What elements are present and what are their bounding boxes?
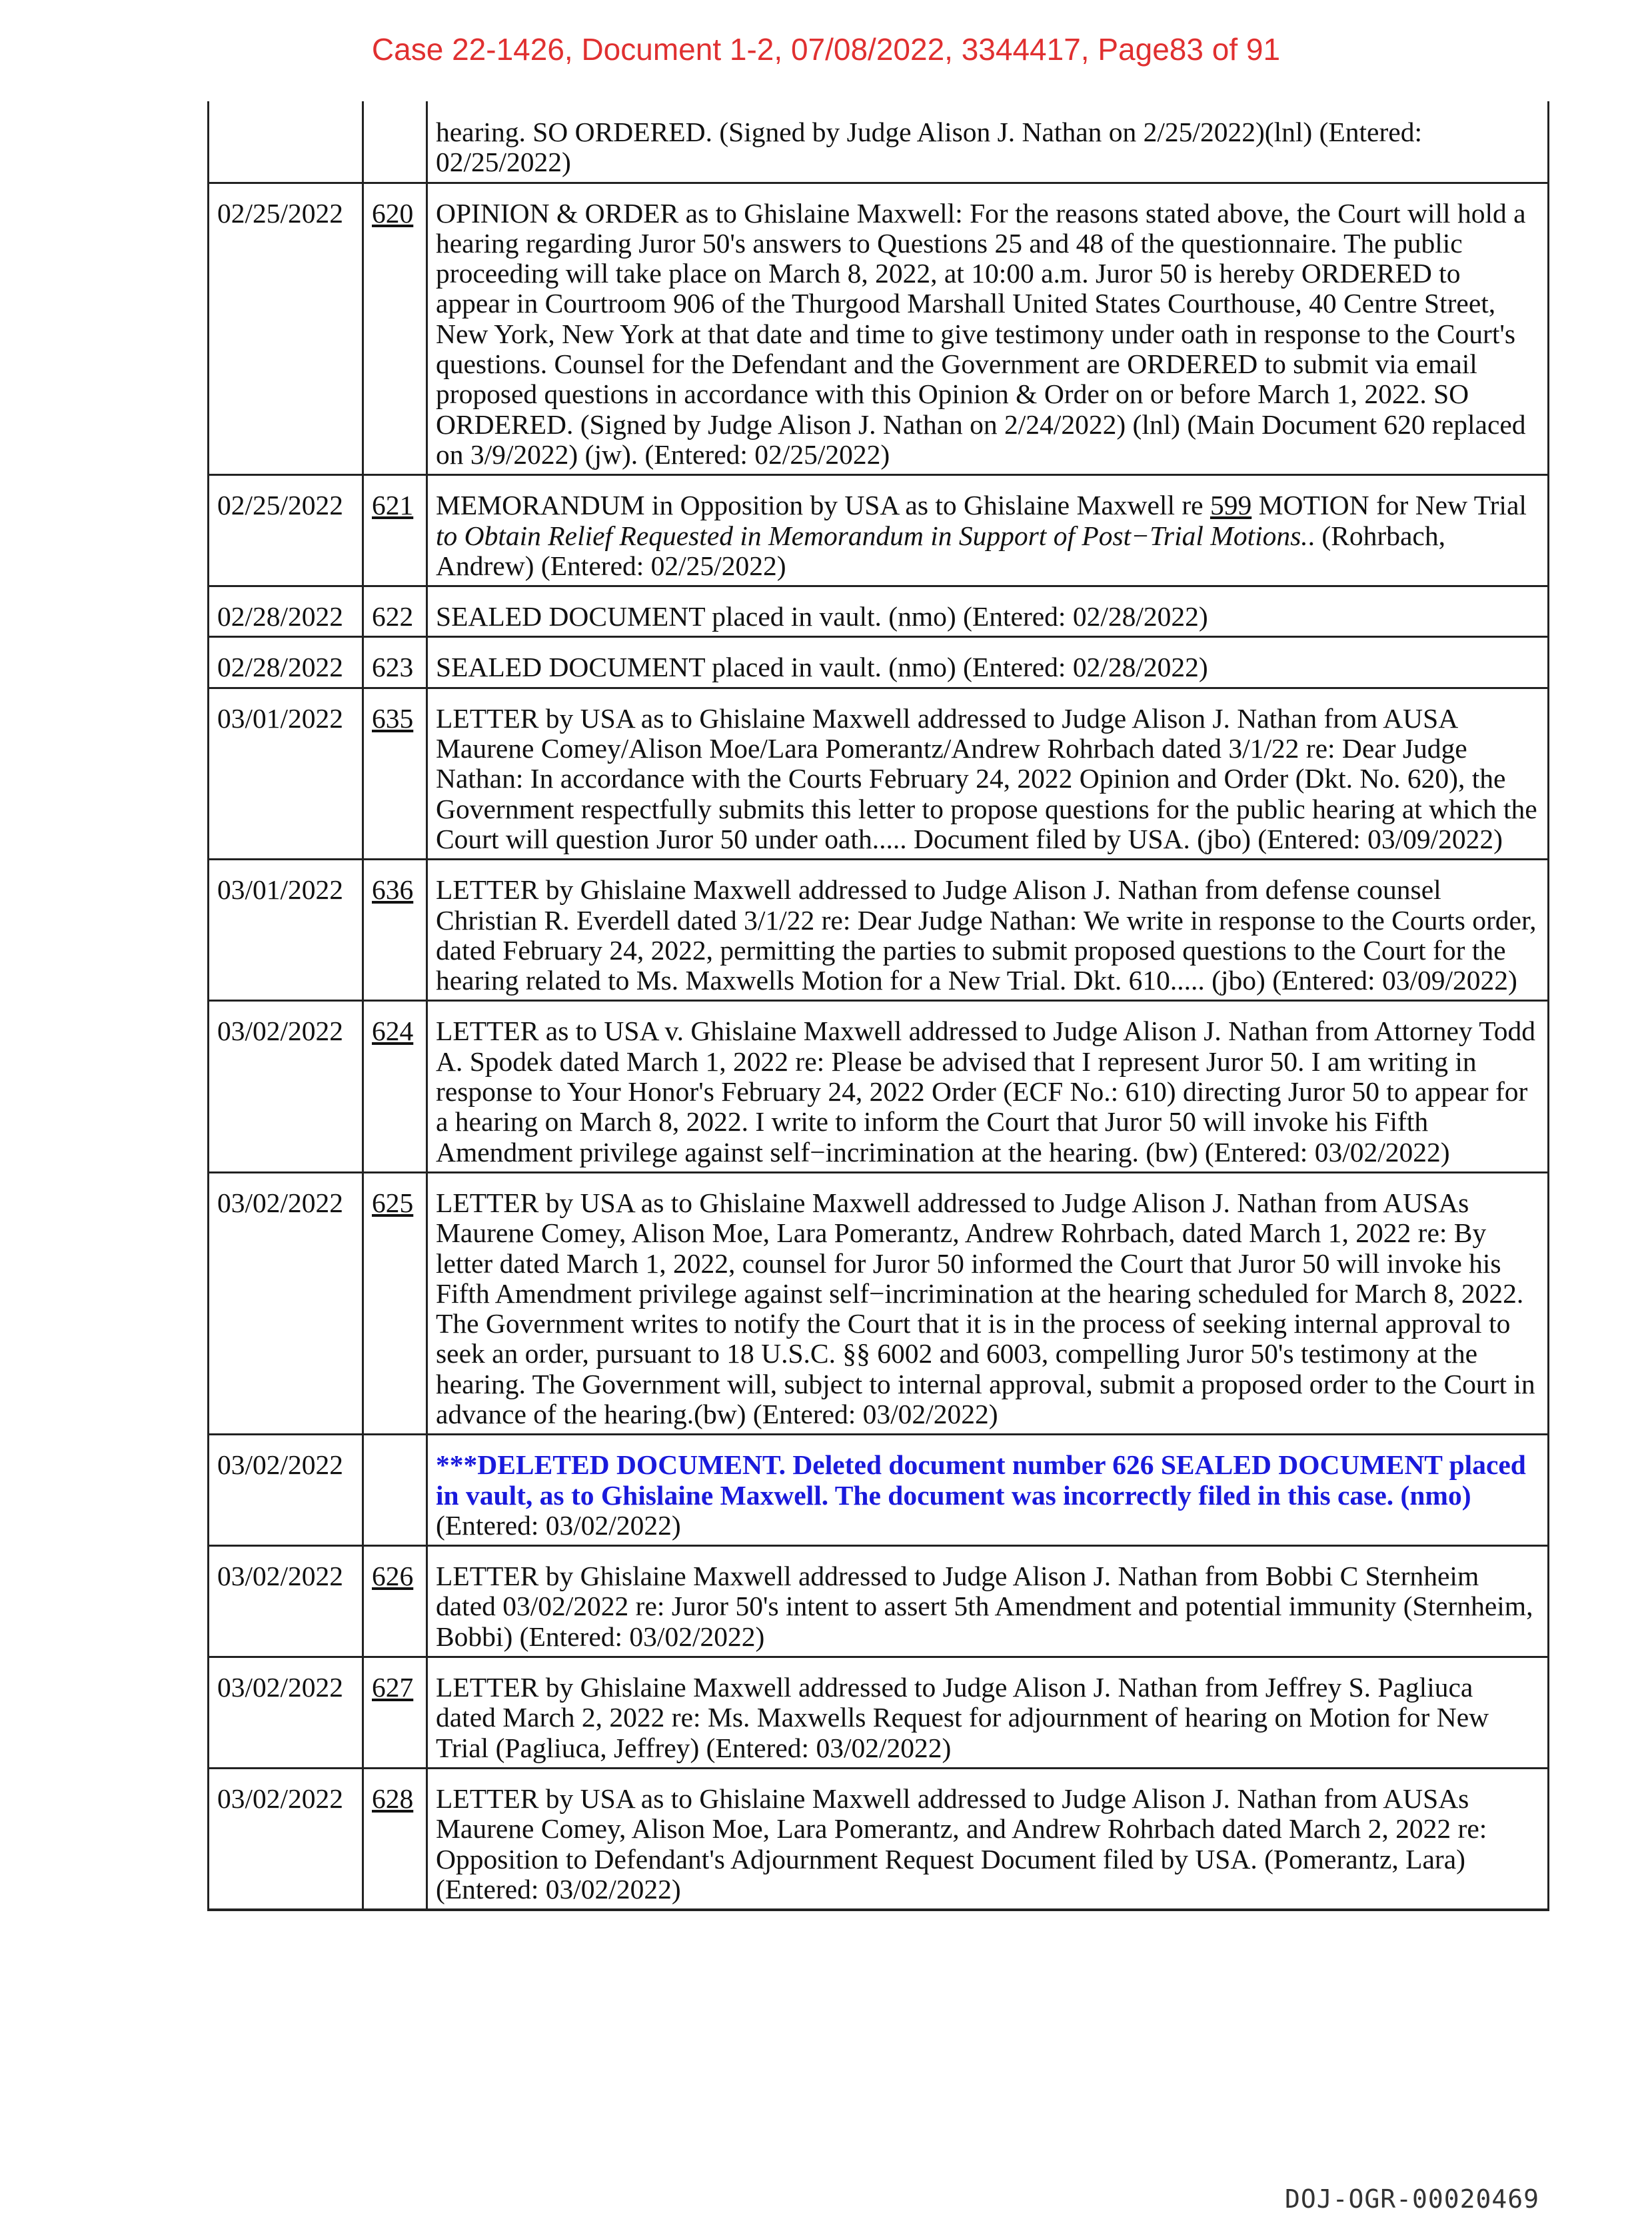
entry-number-link[interactable]: 620: [372, 197, 414, 229]
entry-text-part: MEMORANDUM in Opposition by USA as to Ghislaine Maxwell re: [436, 490, 1210, 521]
entry-date: 03/01/2022: [209, 860, 363, 1001]
docket-row: [209, 475, 1549, 586]
entry-number: [363, 101, 427, 183]
entry-text: LETTER as to USA v. Ghislaine Maxwell addressed to Judge Alison J. Nathan from Attorney Todd A. Spodek dated March 1, 2022 re: Please be advised that I represent Juror 50. I am writing in response to Your Honor's February 24, 2022 Order (ECF No.: 610) directing Juror 50 to appear for a hearing on March 8, 2022. I write to inform the Court that Juror 50 will invoke his Fifth Amendment privilege against self−incrimination at the hearing. (bw) (Entered: 03/02/2022): [427, 1001, 1549, 1172]
entry-number-link[interactable]: 624: [372, 1016, 414, 1047]
entry-number: 622: [363, 586, 427, 637]
entry-number-link[interactable]: 626: [372, 1561, 414, 1592]
entry-date: 02/28/2022: [209, 586, 363, 637]
entry-text-part: MOTION for New Trial: [1251, 490, 1527, 521]
entry-text: OPINION & ORDER as to Ghislaine Maxwell: For the reasons stated above, the Court will hold a hearing regarding Juror 50's answers to Questions 25 and 48 of the questionnaire. The public proceeding will take place on March 8, 2022, at 10:00 a.m. Juror 50 is hereby ORDERED to appear in Courtroom 906 of the Thurgood Marshall United States Courthouse, 40 Centre Street, New York, New York at that date and time to give testimony under oath in response to the Court's questions. Counsel for the Defendant and the Government are ORDERED to submit via email proposed questions in accordance with this Opinion & Order on or before March 1, 2022. SO ORDERED. (Signed by Judge Alison J. Nathan on 2/24/2022) (lnl) (Main Document 620 replaced on 3/9/2022) (jw). (Entered: 02/25/2022): [427, 183, 1549, 475]
entry-date: 03/02/2022: [209, 1435, 363, 1546]
docket-row: [209, 860, 1549, 1001]
entry-text-part: (Entered: 03/02/2022): [436, 1509, 681, 1541]
docket-row: [209, 586, 1549, 637]
case-header: Case 22-1426, Document 1-2, 07/08/2022, 3344417, Page83 of 91: [371, 32, 1281, 67]
referenced-document-link[interactable]: 599: [1210, 490, 1252, 521]
docket-row: [209, 1001, 1549, 1172]
docket-row: [209, 101, 1549, 183]
entry-date: [209, 101, 363, 183]
entry-date: 03/02/2022: [209, 1657, 363, 1769]
entry-text: LETTER by USA as to Ghislaine Maxwell addressed to Judge Alison J. Nathan from AUSAs Maurene Comey, Alison Moe, Lara Pomerantz, Andrew Rohrbach, dated March 1, 2022 re: By letter dated March 1, 2022, counsel for Juror 50 informed the Court that Juror 50 will invoke his Fifth Amendment privilege against self−incrimination at the hearing scheduled for March 8, 2022. The Government writes to notify the Court that it is in the process of seeking internal approval to seek an order, pursuant to 18 U.S.C. §§ 6002 and 6003, compelling Juror 50's testimony at the hearing. The Government will, subject to internal approval, submit a proposed order to the Court in advance of the hearing.(bw) (Entered: 03/02/2022): [427, 1172, 1549, 1434]
entry-number-link[interactable]: 635: [372, 702, 414, 734]
docket-row: [209, 1657, 1549, 1769]
entry-date: 03/02/2022: [209, 1172, 363, 1434]
entry-number-link[interactable]: 627: [372, 1672, 414, 1703]
docket-row: [209, 183, 1549, 475]
entry-date: 03/02/2022: [209, 1546, 363, 1657]
entry-text: [427, 475, 1549, 586]
entry-date: 03/01/2022: [209, 688, 363, 859]
entry-number: 623: [363, 637, 427, 688]
bates-number: DOJ-OGR-00020469: [1285, 2184, 1540, 2214]
entry-text-part: . (Rohrbach, Andrew) (Entered: 02/25/2022): [436, 520, 1445, 581]
entry-text: LETTER by USA as to Ghislaine Maxwell addressed to Judge Alison J. Nathan from AUSA Maurene Comey/Alison Moe/Lara Pomerantz/Andrew Rohrbach dated 3/1/22 re: Dear Judge Nathan: In accordance with the Courts February 24, 2022 Opinion and Order (Dkt. No. 620), the Government respectfully submits this letter to propose questions for the public hearing at which the Court will question Juror 50 under oath..... Document filed by USA. (jbo) (Entered: 03/09/2022): [427, 688, 1549, 859]
entry-number-link[interactable]: 621: [372, 490, 414, 521]
docket-row: [209, 1172, 1549, 1434]
entry-text: SEALED DOCUMENT placed in vault. (nmo) (Entered: 02/28/2022): [427, 637, 1549, 688]
docket-row: [209, 688, 1549, 859]
entry-date: 02/28/2022: [209, 637, 363, 688]
entry-date: 02/25/2022: [209, 475, 363, 586]
docket-row: [209, 637, 1549, 688]
entry-text: [427, 1435, 1549, 1546]
entry-text: LETTER by Ghislaine Maxwell addressed to Judge Alison J. Nathan from Bobbi C Sternheim dated 03/02/2022 re: Juror 50's intent to assert 5th Amendment and potential immunity (Sternheim, Bobbi) (Entered: 03/02/2022): [427, 1546, 1549, 1657]
deleted-document-notice: ***DELETED DOCUMENT. Deleted document number 626 SEALED DOCUMENT placed in vault, as to Ghislaine Maxwell. The document was incorrectly filed in this case. (nmo): [436, 1449, 1526, 1511]
entry-date: 02/25/2022: [209, 183, 363, 475]
entry-number-link[interactable]: 625: [372, 1187, 414, 1218]
entry-text: SEALED DOCUMENT placed in vault. (nmo) (Entered: 02/28/2022): [427, 586, 1549, 637]
docket-row: [209, 1768, 1549, 1910]
docket-table: [207, 101, 1549, 1911]
entry-text: LETTER by Ghislaine Maxwell addressed to Judge Alison J. Nathan from Jeffrey S. Pagliuca dated March 2, 2022 re: Ms. Maxwells Request for adjournment of hearing on Motion for New Trial (Pagliuca, Jeffrey) (Entered: 03/02/2022): [427, 1657, 1549, 1769]
entry-text: LETTER by USA as to Ghislaine Maxwell addressed to Judge Alison J. Nathan from AUSAs Maurene Comey, Alison Moe, Lara Pomerantz, and Andrew Rohrbach dated March 2, 2022 re: Opposition to Defendant's Adjournment Request Document filed by USA. (Pomerantz, Lara) (Entered: 03/02/2022): [427, 1768, 1549, 1910]
entry-text: LETTER by Ghislaine Maxwell addressed to Judge Alison J. Nathan from defense counsel Christian R. Everdell dated 3/1/22 re: Dear Judge Nathan: We write in response to the Courts order, dated February 24, 2022, permitting the parties to submit proposed questions to the Court for the hearing related to Ms. Maxwells Motion for a New Trial. Dkt. 610..... (jbo) (Entered: 03/09/2022): [427, 860, 1549, 1001]
entry-date: 03/02/2022: [209, 1768, 363, 1910]
entry-number: [363, 1435, 427, 1546]
docket-row: [209, 1546, 1549, 1657]
entry-text: hearing. SO ORDERED. (Signed by Judge Alison J. Nathan on 2/25/2022)(lnl) (Entered: 02/25/2022): [427, 101, 1549, 183]
entry-text-italic: to Obtain Relief Requested in Memorandum in Support of Post−Trial Motions.: [436, 520, 1308, 551]
entry-date: 03/02/2022: [209, 1001, 363, 1172]
entry-number-link[interactable]: 636: [372, 874, 414, 906]
entry-number-link[interactable]: 628: [372, 1783, 414, 1814]
docket-row-deleted: [209, 1435, 1549, 1546]
